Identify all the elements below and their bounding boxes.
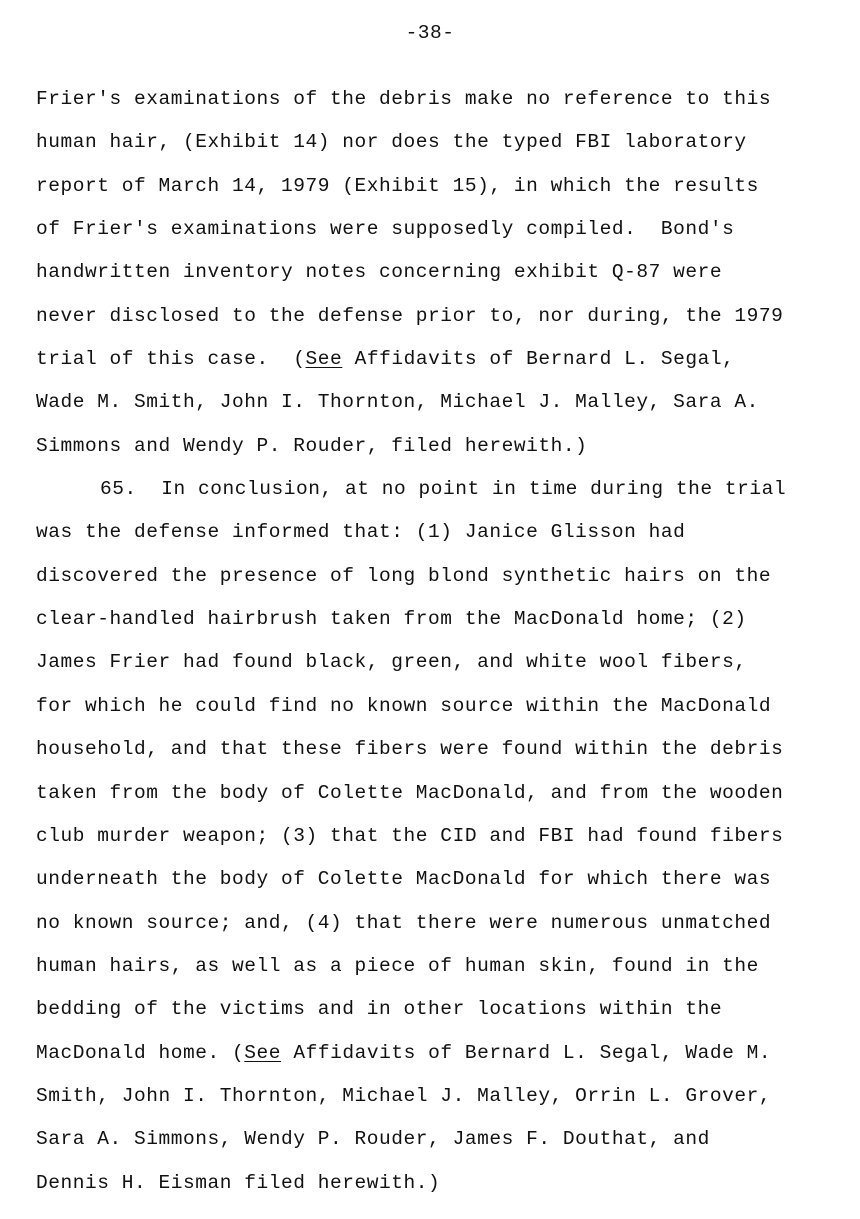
paragraph-first-line: 65. In conclusion, at no point in time during the trial — [100, 478, 787, 501]
text-segment: Affidavits of Bernard L. Segal, — [342, 348, 735, 371]
text-line: human hair, (Exhibit 14) nor does the typed FBI laboratory — [36, 131, 747, 154]
text-line: James Frier had found black, green, and white wool fibers, — [36, 651, 747, 674]
paragraph-65 — [36, 475, 846, 1212]
page-number: -38- — [405, 22, 455, 44]
text-line: Dennis H. Eisman filed herewith.) — [36, 1171, 441, 1194]
text-line: household, and that these fibers were found within the debris — [36, 738, 784, 761]
text-line: no known source; and, (4) that there were numerous unmatched — [36, 911, 772, 934]
paragraph-64-continued — [36, 85, 846, 475]
text-line: Smith, John I. Thornton, Michael J. Malley, Orrin L. Grover, — [36, 1084, 772, 1107]
see-signal: See — [305, 348, 343, 371]
text-segment: Affidavits of Bernard L. Segal, Wade M. — [281, 1041, 772, 1064]
text-line: bedding of the victims and in other locations within the — [36, 998, 723, 1021]
text-line: was the defense informed that: (1) Janice Glisson had — [36, 521, 686, 544]
text-line: Frier's examinations of the debris make no reference to this — [36, 88, 772, 110]
text-line: report of March 14, 1979 (Exhibit 15), in which the results — [36, 174, 759, 197]
text-line: clear-handled hairbrush taken from the MacDonald home; (2) — [36, 608, 747, 631]
text-line: Sara A. Simmons, Wendy P. Rouder, James F. Douthat, and — [36, 1128, 710, 1151]
text-line: club murder weapon; (3) that the CID and FBI had found fibers — [36, 824, 784, 847]
text-segment: trial of this case. ( — [36, 348, 306, 371]
text-line: underneath the body of Colette MacDonald for which there was — [36, 868, 772, 891]
text-line: Wade M. Smith, John I. Thornton, Michael J. Malley, Sara A. — [36, 391, 759, 414]
text-line: discovered the presence of long blond synthetic hairs on the — [36, 564, 772, 587]
text-line — [36, 345, 846, 388]
text-segment: MacDonald home. ( — [36, 1041, 245, 1064]
text-line: Simmons and Wendy P. Rouder, filed herewith.) — [36, 434, 588, 457]
text-line: handwritten inventory notes concerning exhibit Q-87 were — [36, 261, 723, 284]
text-line: of Frier's examinations were supposedly compiled. Bond's — [36, 218, 735, 241]
document-body — [36, 85, 846, 1212]
text-line: for which he could find no known source within the MacDonald — [36, 694, 772, 717]
see-signal: See — [244, 1041, 282, 1064]
text-line: never disclosed to the defense prior to, nor during, the 1979 — [36, 304, 784, 327]
text-line: taken from the body of Colette MacDonald, and from the wooden — [36, 781, 784, 804]
text-line — [36, 1039, 846, 1082]
text-line: human hairs, as well as a piece of human skin, found in the — [36, 954, 759, 977]
